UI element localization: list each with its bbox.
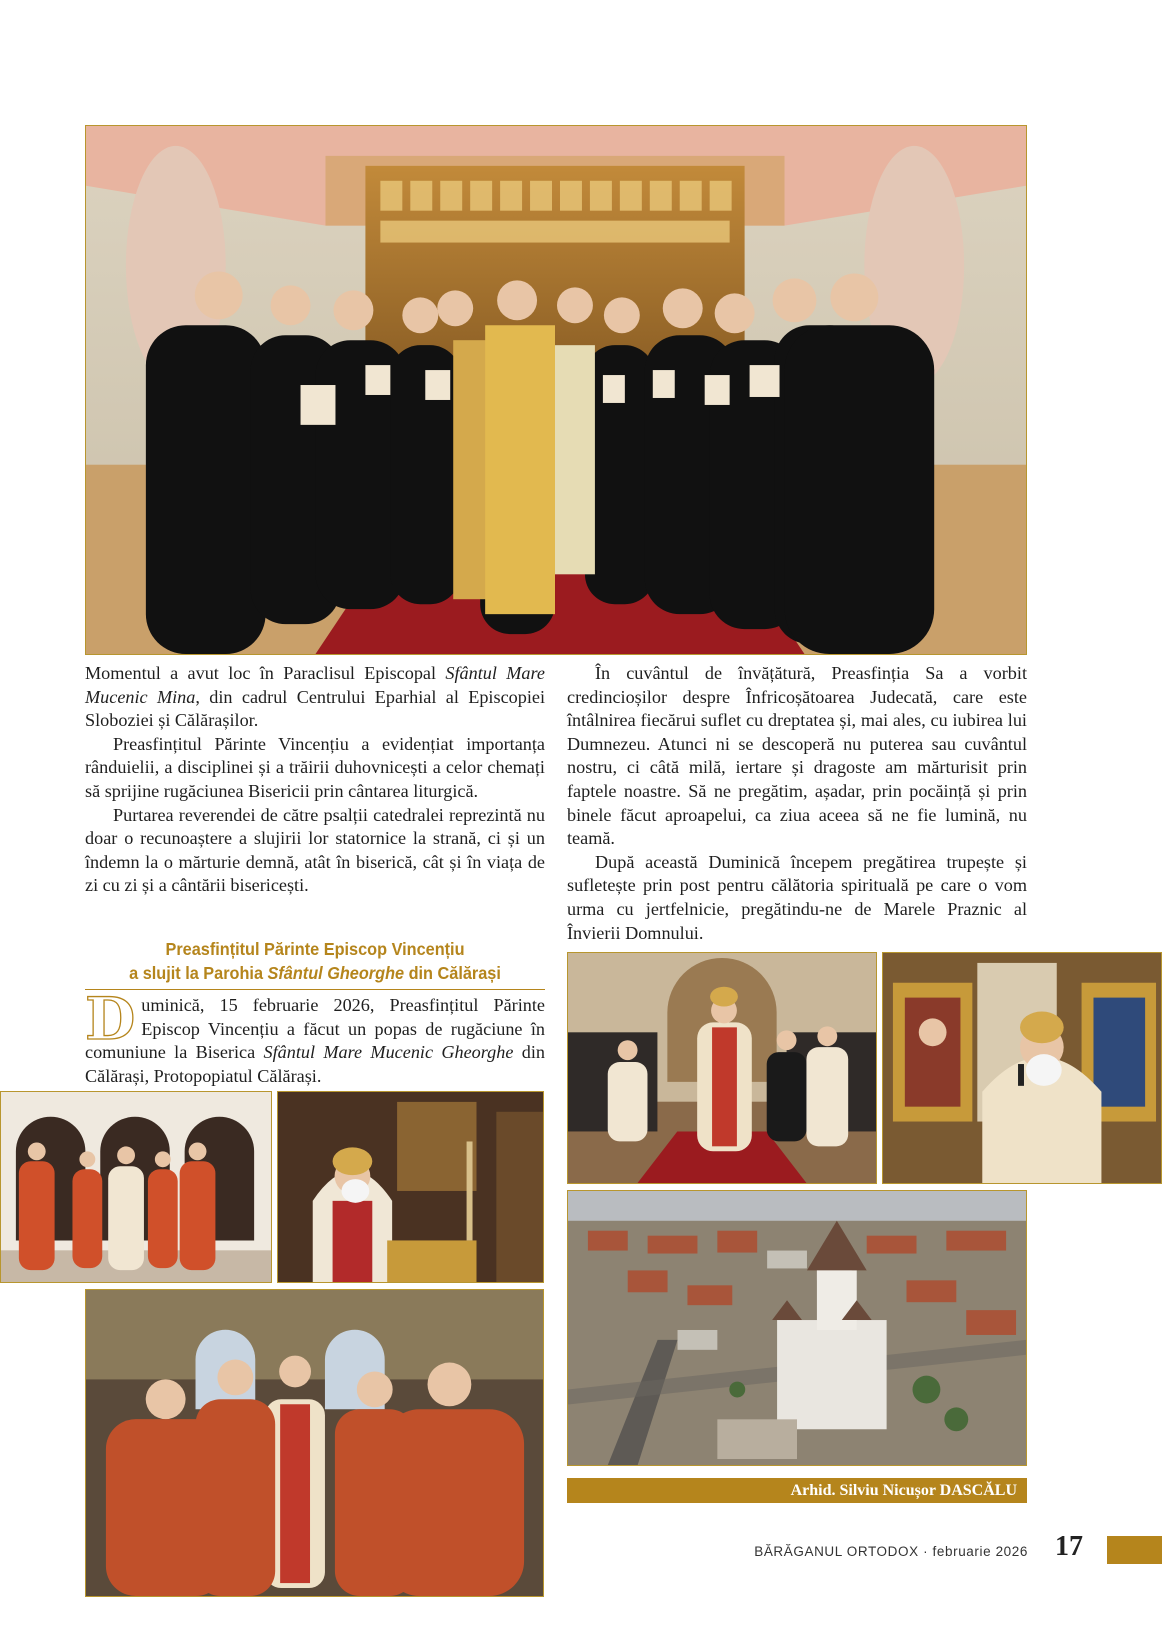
drop-cap: D xyxy=(85,985,136,1053)
article-left-column xyxy=(85,662,545,898)
paragraph-intro: Momentul a avut loc în Paraclisul Episcopal Sfântul Mare Mucenic Mina, din cadrul Centrului Eparhial al Episcopiei Sloboziei și Călărașilor. xyxy=(85,663,546,731)
paragraph-sermon: În cuvântul de învățătură, Preasfinția Sa a vorbit credincioșilor despre Înfricoșătoarea Judecată, care este întâlnirea fiecărui suflet cu dreptatea și, mai ales, cu iubirea lui Dumnezeu. Atunci ni se descoperă nu puterea sau cuvântul nostru, ci câtă milă, iertare și dragoste am mărturisit prin faptele noastre. Să ne pregătim, așadar, prin pocăință și prin binele făcut aproapelui, ca ziua aceea să ne fie lumină, nu teamă. xyxy=(567,663,1027,849)
article-right-column xyxy=(567,662,1027,945)
section-body xyxy=(85,985,545,1088)
footer-publication: BĂRĂGANUL ORTODOX · februarie 2026 xyxy=(754,1544,1028,1559)
photo-cathedral-procession xyxy=(567,952,877,1184)
photo-credit: Arhid. Silviu Nicușor DASCĂLU xyxy=(567,1478,1027,1503)
section-heading-line2: a slujit la Parohia Sfântul Gheorghe din Călărași xyxy=(129,963,501,983)
page-number: 17 xyxy=(1055,1531,1083,1562)
heading-divider xyxy=(85,989,545,990)
photo-chapel-group xyxy=(85,125,1027,655)
photo-clergy-arches xyxy=(0,1091,272,1283)
paragraph-sunday-visit: Duminică, 15 februarie 2026, Preasfințitul Părinte Episcop Vincențiu a făcut un popas de rugăciune în comuniune la Biserica Sfântul Mare Mucenic Gheorghe din Călărași, Protopopiatul Călărași. xyxy=(85,985,545,1086)
paragraph-cassock-meaning: Purtarea reverendei de către psalții catedralei reprezintă nu doar o recunoaștere a slujirii lor statornice la strană, ci și un îndemn la o mărturie demnă, atât în biserică, cât și în viața de zi cu zi și a cântării bisericești. xyxy=(85,804,545,896)
photo-bishop-altar xyxy=(277,1091,544,1283)
page-tab-decoration xyxy=(1107,1536,1162,1564)
section-heading-line1: Preasfințitul Părinte Episcop Vincențiu xyxy=(165,939,465,959)
paragraph-lent: După această Duminică începem pregătirea trupește și sufletește prin post pentru călătoria spirituală pe care o vom urma cu jertfelnicie, pregătindu-ne de Marele Praznic al Învierii Domnului. xyxy=(567,851,1027,943)
section-heading xyxy=(101,937,529,985)
photo-bishop-preaching xyxy=(882,952,1162,1184)
paragraph-bishop-emphasis: Preasfințitul Părinte Vincențiu a evidențiat importanța rânduielii, a disciplinei și a trăirii duhovnicești a celor chemați să sprijine rugăciunea Bisericii prin cântarea liturgică. xyxy=(85,733,545,801)
photo-aerial-church xyxy=(567,1190,1027,1466)
photo-deacons-cathedral xyxy=(85,1289,544,1597)
